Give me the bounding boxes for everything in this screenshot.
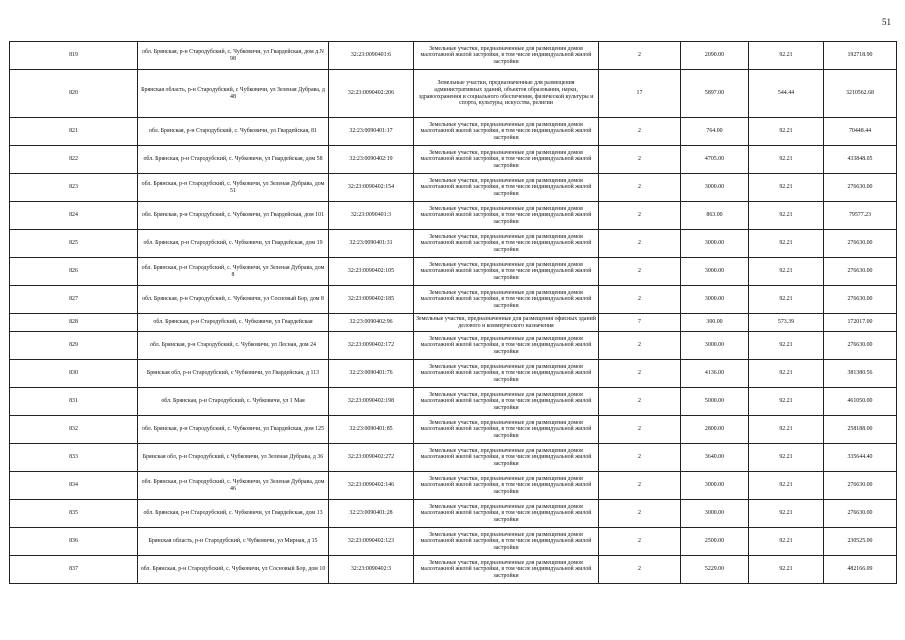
area-cell: 5000.00 (681, 388, 749, 416)
specific-value-cell: 92.21 (749, 332, 824, 360)
cadastral-number-cell: 32:23:0090401:85 (329, 416, 414, 444)
row-number-cell: 824 (10, 202, 138, 230)
area-cell: 3000.00 (681, 332, 749, 360)
specific-value-cell: 92.21 (749, 42, 824, 70)
land-purpose-cell: Земельные участки, предназначенные для размещения домов малоэтажной жилой застройки, в том числе индивидуальной жилой застройки (414, 286, 599, 314)
row-number-cell: 819 (10, 42, 138, 70)
specific-value-cell: 92.21 (749, 444, 824, 472)
address-cell: обл. Брянская, р-н Стародубский, с. Чубковичи, ул Гвардейская, 81 (138, 118, 329, 146)
row-number-cell: 828 (10, 314, 138, 332)
cadastral-value-cell: 461050.00 (824, 388, 897, 416)
row-number-cell: 823 (10, 174, 138, 202)
row-number-cell: 835 (10, 500, 138, 528)
area-cell: 5229.00 (681, 556, 749, 584)
cadastral-number-cell: 32:23:0090401:31 (329, 230, 414, 258)
row-number-cell: 827 (10, 286, 138, 314)
table-row (10, 416, 897, 444)
group-cell: 2 (599, 360, 681, 388)
specific-value-cell: 92.21 (749, 360, 824, 388)
area-cell: 3000.00 (681, 258, 749, 286)
specific-value-cell: 92.21 (749, 174, 824, 202)
specific-value-cell: 92.21 (749, 146, 824, 174)
specific-value-cell: 92.21 (749, 388, 824, 416)
group-cell: 2 (599, 556, 681, 584)
address-cell: обл. Брянская, р-н Стародубский, с. Чубковичи, ул Гвардейская, дом д.N 98 (138, 42, 329, 70)
table-row (10, 556, 897, 584)
row-number-cell: 831 (10, 388, 138, 416)
group-cell: 2 (599, 202, 681, 230)
address-cell: обл. Брянская, р-н Стародубский, с. Чубковичи, ул Гвардейская, дом 125 (138, 416, 329, 444)
cadastral-number-cell: 32:23:0090401:6 (329, 42, 414, 70)
address-cell: Брянская обл, р-н Стародубский, с Чубковичи, ул Зеленая Дубрава, д 36 (138, 444, 329, 472)
area-cell: 863.00 (681, 202, 749, 230)
cadastral-number-cell: 32:23:0090402:19 (329, 146, 414, 174)
cadastral-number-cell: 32:23:0090402:154 (329, 174, 414, 202)
table-row (10, 70, 897, 118)
group-cell: 2 (599, 118, 681, 146)
group-cell: 2 (599, 388, 681, 416)
table-row (10, 174, 897, 202)
land-purpose-cell: Земельные участки, предназначенные для размещения домов малоэтажной жилой застройки, в том числе индивидуальной жилой застройки (414, 42, 599, 70)
specific-value-cell: 92.21 (749, 528, 824, 556)
cadastral-value-cell: 276630.00 (824, 500, 897, 528)
specific-value-cell: 92.21 (749, 118, 824, 146)
specific-value-cell: 573.39 (749, 314, 824, 332)
cadastral-value-cell: 230525.00 (824, 528, 897, 556)
area-cell: 2800.00 (681, 416, 749, 444)
group-cell: 2 (599, 500, 681, 528)
cadastral-value-cell: 276630.00 (824, 332, 897, 360)
address-cell: обл. Брянская, р-н Стародубский, с. Чубковичи, ул Зеленая Дубрава, дом 8 (138, 258, 329, 286)
table-row (10, 286, 897, 314)
cadastral-number-cell: 32:23:0090402:3 (329, 556, 414, 584)
table-row (10, 258, 897, 286)
address-cell: обл. Брянская, р-н Стародубский, с. Чубковичи, ул Гвардейская, дом 58 (138, 146, 329, 174)
area-cell: 3000.00 (681, 174, 749, 202)
land-purpose-cell: Земельные участки, предназначенные для размещения домов малоэтажной жилой застройки, в том числе индивидуальной жилой застройки (414, 360, 599, 388)
specific-value-cell: 92.21 (749, 286, 824, 314)
address-cell: обл. Брянская, р-н Стародубский, с. Чубковичи, ул Гвардейская, дом 13 (138, 500, 329, 528)
table-body (10, 42, 897, 584)
row-number-cell: 821 (10, 118, 138, 146)
land-purpose-cell: Земельные участки, предназначенные для размещения домов малоэтажной жилой застройки, в том числе индивидуальной жилой застройки (414, 472, 599, 500)
table-row (10, 146, 897, 174)
specific-value-cell: 92.21 (749, 202, 824, 230)
cadastral-number-cell: 32:23:0090402:206 (329, 70, 414, 118)
cadastral-number-cell: 32:23:0090402:105 (329, 258, 414, 286)
cadastral-value-cell: 276630.00 (824, 258, 897, 286)
address-cell: Брянская область, р-н Стародубский, с Чубковичи, ул Зеленая Дубрава, д 48 (138, 70, 329, 118)
cadastral-value-cell: 276630.00 (824, 174, 897, 202)
row-number-cell: 820 (10, 70, 138, 118)
land-purpose-cell: Земельные участки, предназначенные для размещения домов малоэтажной жилой застройки, в том числе индивидуальной жилой застройки (414, 556, 599, 584)
land-purpose-cell: Земельные участки, предназначенные для размещения домов малоэтажной жилой застройки, в том числе индивидуальной жилой застройки (414, 444, 599, 472)
land-purpose-cell: Земельные участки, предназначенные для размещения домов малоэтажной жилой застройки, в том числе индивидуальной жилой застройки (414, 258, 599, 286)
specific-value-cell: 92.21 (749, 556, 824, 584)
group-cell: 2 (599, 258, 681, 286)
group-cell: 2 (599, 174, 681, 202)
cadastral-value-cell: 70448.44 (824, 118, 897, 146)
group-cell: 2 (599, 332, 681, 360)
cadastral-value-cell: 381380.56 (824, 360, 897, 388)
area-cell: 2500.00 (681, 528, 749, 556)
area-cell: 4705.00 (681, 146, 749, 174)
area-cell: 300.00 (681, 314, 749, 332)
cadastral-value-cell: 276630.00 (824, 472, 897, 500)
cadastral-number-cell: 32:23:0090401:28 (329, 500, 414, 528)
area-cell: 3000.00 (681, 230, 749, 258)
land-purpose-cell: Земельные участки, предназначенные для размещения офисных зданий делового и коммерческого назначения (414, 314, 599, 332)
cadastral-number-cell: 32:23:0090402:172 (329, 332, 414, 360)
cadastral-value-cell: 433848.05 (824, 146, 897, 174)
cadastral-number-cell: 32:23:0090402:198 (329, 388, 414, 416)
row-number-cell: 822 (10, 146, 138, 174)
area-cell: 3000.00 (681, 472, 749, 500)
address-cell: обл. Брянская, р-н Стародубский, с. Чубковичи, ул Зеленая Дубрава, дом 51 (138, 174, 329, 202)
cadastral-value-cell: 276630.00 (824, 230, 897, 258)
cadastral-value-cell: 482166.09 (824, 556, 897, 584)
area-cell: 5897.00 (681, 70, 749, 118)
area-cell: 3000.00 (681, 500, 749, 528)
specific-value-cell: 92.21 (749, 258, 824, 286)
address-cell: обл. Брянская, р-н Стародубский, с. Чубковичи, ул Зеленая Дубрава, дом 46 (138, 472, 329, 500)
cadastral-number-cell: 32:23:0090402:123 (329, 528, 414, 556)
land-purpose-cell: Земельные участки, предназначенные для размещения домов малоэтажной жилой застройки, в том числе индивидуальной жилой застройки (414, 332, 599, 360)
cadastral-value-cell: 258188.00 (824, 416, 897, 444)
specific-value-cell: 92.21 (749, 500, 824, 528)
group-cell: 2 (599, 416, 681, 444)
row-number-cell: 829 (10, 332, 138, 360)
table-row (10, 202, 897, 230)
specific-value-cell: 92.21 (749, 230, 824, 258)
land-purpose-cell: Земельные участки, предназначенные для размещения домов малоэтажной жилой застройки, в том числе индивидуальной жилой застройки (414, 388, 599, 416)
address-cell: обл. Брянская, р-н Стародубский, с. Чубковичи, ул Сосновый Бор, дом 10 (138, 556, 329, 584)
cadastral-number-cell: 32:23:0090402:185 (329, 286, 414, 314)
address-cell: Брянская обл, р-н Стародубский, с Чубковичи, ул Гвардейская, д 113 (138, 360, 329, 388)
specific-value-cell: 92.21 (749, 472, 824, 500)
row-number-cell: 832 (10, 416, 138, 444)
cadastral-value-cell: 335644.40 (824, 444, 897, 472)
group-cell: 17 (599, 70, 681, 118)
cadastral-number-cell: 32:23:0090402:96 (329, 314, 414, 332)
group-cell: 2 (599, 444, 681, 472)
address-cell: обл. Брянская, р-н Стародубский, с. Чубковичи, ул Гвардейская (138, 314, 329, 332)
group-cell: 2 (599, 528, 681, 556)
area-cell: 4136.00 (681, 360, 749, 388)
group-cell: 2 (599, 42, 681, 70)
cadastral-value-cell: 79577.23 (824, 202, 897, 230)
address-cell: обл. Брянская, р-н Стародубский, с. Чубковичи, ул Гвардейская, дом 101 (138, 202, 329, 230)
page-number: 51 (882, 17, 891, 27)
cadastral-number-cell: 32:23:0090401:3 (329, 202, 414, 230)
area-cell: 764.00 (681, 118, 749, 146)
row-number-cell: 837 (10, 556, 138, 584)
group-cell: 2 (599, 472, 681, 500)
address-cell: обл. Брянская, р-н Стародубский, с. Чубковичи, ул Гвардейская, дом 19 (138, 230, 329, 258)
row-number-cell: 833 (10, 444, 138, 472)
cadastral-number-cell: 32:23:0090401:17 (329, 118, 414, 146)
table-row (10, 230, 897, 258)
row-number-cell: 830 (10, 360, 138, 388)
cadastral-number-cell: 32:23:0090402:272 (329, 444, 414, 472)
cadastral-value-cell: 192718.90 (824, 42, 897, 70)
table-row (10, 500, 897, 528)
land-purpose-cell: Земельные участки, предназначенные для размещения домов малоэтажной жилой застройки, в том числе индивидуальной жилой застройки (414, 174, 599, 202)
row-number-cell: 826 (10, 258, 138, 286)
area-cell: 3000.00 (681, 286, 749, 314)
cadastral-value-cell: 172017.00 (824, 314, 897, 332)
row-number-cell: 836 (10, 528, 138, 556)
land-purpose-cell: Земельные участки, предназначенные для размещения домов малоэтажной жилой застройки, в том числе индивидуальной жилой застройки (414, 528, 599, 556)
table-row (10, 444, 897, 472)
land-purpose-cell: Земельные участки, предназначенные для размещения домов малоэтажной жилой застройки, в том числе индивидуальной жилой застройки (414, 146, 599, 174)
group-cell: 2 (599, 230, 681, 258)
table-row (10, 528, 897, 556)
table-row (10, 118, 897, 146)
table-row (10, 388, 897, 416)
land-purpose-cell: Земельные участки, предназначенные для размещения домов малоэтажной жилой застройки, в том числе индивидуальной жилой застройки (414, 202, 599, 230)
address-cell: обл. Брянская, р-н Стародубский, с. Чубковичи, ул Сосновый Бор, дом 8 (138, 286, 329, 314)
table-row (10, 472, 897, 500)
group-cell: 2 (599, 146, 681, 174)
address-cell: Брянская область, р-н Стародубский, с Чубковичи, ул Мирная, д 15 (138, 528, 329, 556)
group-cell: 7 (599, 314, 681, 332)
land-purpose-cell: Земельные участки, предназначенные для размещения домов малоэтажной жилой застройки, в том числе индивидуальной жилой застройки (414, 230, 599, 258)
address-cell: обл. Брянская, р-н Стародубский, с. Чубковичи, ул 1 Мая (138, 388, 329, 416)
address-cell: обл. Брянская, р-н Стародубский, с. Чубковичи, ул Лесная, дом 24 (138, 332, 329, 360)
land-purpose-cell: Земельные участки, предназначенные для размещения домов малоэтажной жилой застройки, в том числе индивидуальной жилой застройки (414, 416, 599, 444)
cadastral-value-cell: 276630.00 (824, 286, 897, 314)
cadastral-number-cell: 32:23:0090401:76 (329, 360, 414, 388)
land-purpose-cell: Земельные участки, предназначенные для размещения административных зданий, объектов образования, науки, здравоохранения и социального обеспечения, физической культуры и спорта, культуры, искусства, религии (414, 70, 599, 118)
table-row (10, 314, 897, 332)
table-row (10, 360, 897, 388)
group-cell: 2 (599, 286, 681, 314)
land-purpose-cell: Земельные участки, предназначенные для размещения домов малоэтажной жилой застройки, в том числе индивидуальной жилой застройки (414, 500, 599, 528)
specific-value-cell: 92.21 (749, 416, 824, 444)
cadastral-number-cell: 32:23:0090402:146 (329, 472, 414, 500)
row-number-cell: 825 (10, 230, 138, 258)
row-number-cell: 834 (10, 472, 138, 500)
table-row (10, 332, 897, 360)
cadastral-value-table (9, 41, 897, 584)
land-purpose-cell: Земельные участки, предназначенные для размещения домов малоэтажной жилой застройки, в том числе индивидуальной жилой застройки (414, 118, 599, 146)
table-row (10, 42, 897, 70)
area-cell: 3640.00 (681, 444, 749, 472)
area-cell: 2090.00 (681, 42, 749, 70)
specific-value-cell: 544.44 (749, 70, 824, 118)
cadastral-value-cell: 3210562.68 (824, 70, 897, 118)
